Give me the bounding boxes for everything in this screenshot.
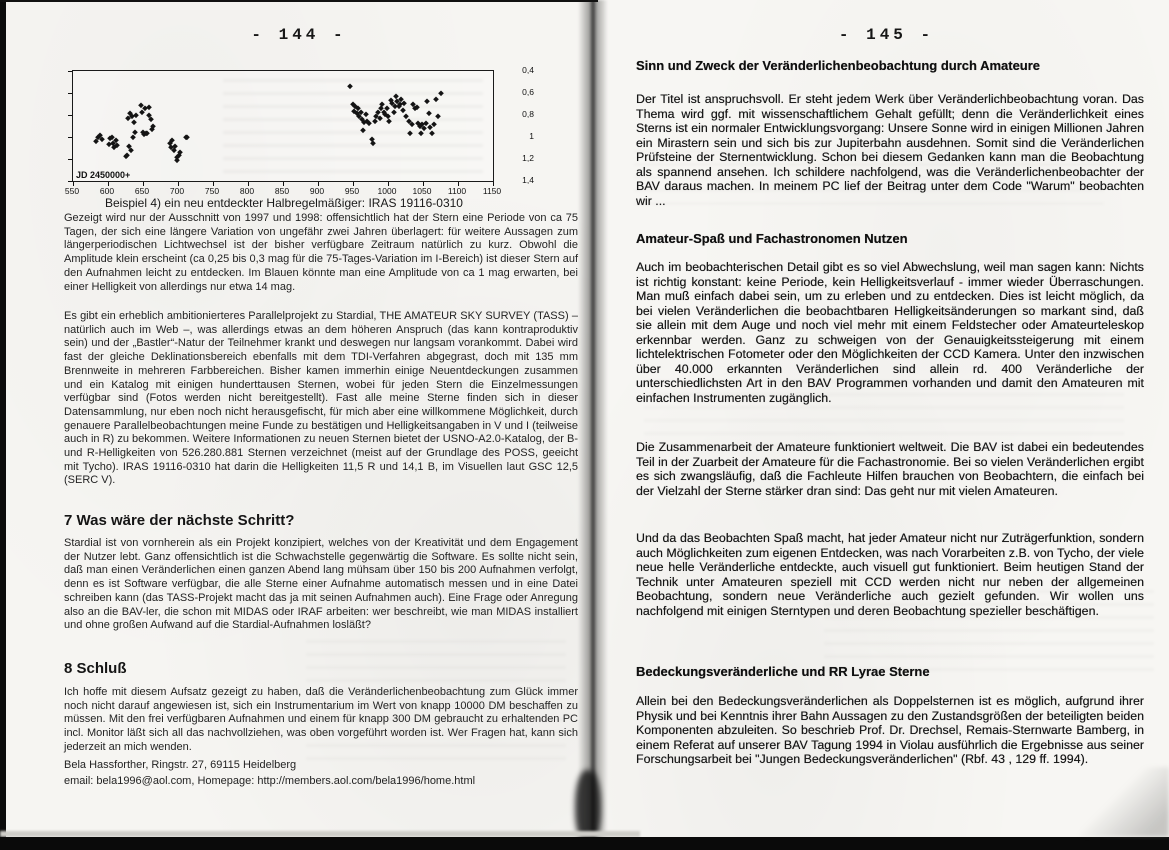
data-point [175,158,180,163]
data-point [409,121,414,126]
data-point [171,148,176,153]
data-point [170,138,175,143]
jd-axis-annotation: JD 2450000+ [76,170,131,180]
data-point [371,140,376,145]
author-address [64,757,578,789]
x-tick-label: 850 [274,186,290,196]
data-point [347,84,352,89]
x-tick-label: 700 [169,186,185,196]
data-point [423,120,428,125]
paragraph: Ich hoffe mit diesem Aufsatz gezeigt zu haben, daß die Veränderlichenbeobachtung zum Glück immer noch nicht darauf angewiesen ist, sich ein Instrumentarium im Wert von knapp 10000 DM beschaffen zu müssen. Mit den frei verfügbaren Aufnahmen und einem für knapp 300 DM gebraucht zu erhaltenden PC incl. Monitor läßt sich all das nachvollziehen, was oben vorgeführt worden ist. Wer Fragen hat, kann sich jederzeit an mich wenden. [64,686,578,753]
data-point [425,98,430,103]
data-point [145,130,150,135]
address-line: Bela Hassforther, Ringstr. 27, 69115 Heidelberg [64,759,297,771]
page-corner-shadow [1079,767,1169,837]
y-tick-label: 0,4 [522,65,534,75]
data-point [408,130,413,135]
data-point [434,96,439,101]
data-point [427,125,432,130]
data-point [372,118,377,123]
scatter-plot-area [72,70,494,182]
data-point [131,119,136,124]
section-heading-amateur-spass: Amateur-Spaß und Fachastronomen Nutzen [636,231,908,246]
data-point [377,116,382,121]
x-tick-label: 950 [344,186,360,196]
paragraph: Der Titel ist anspruchsvoll. Er steht jedem Werk über Veränderlichbeobachtung voran. Das Thema wird ggf. mit wissenschaftlichem Gehalt gefüllt; denn die Veränderlichkeit eines Sterns ist ein normaler Entwicklungsvorgang: Unsere Sonne wird in einigen Millionen Jahren ein Mirastern sein und sich bis zur Jupiterbahn ausdehnen. Somit sind die Veränderlichen Prüfsteine der Sternentwicklung. Schon bei diesem Gedanken kann man die Beobachtung als spannend ansehen. Ich schildere nachfolgend, was die Veränderlichenbeobachter der BAV daraus machen. In meinem PC lief der Beitrag unter dem Code "Warum" beobachten wir ... [636,92,1144,208]
y-tick-mark [68,93,72,94]
address-contact-line: email: bela1996@aol.com, Homepage: http://members.aol.com/bela1996/home.html [64,775,476,787]
book-gutter-shadow [578,0,608,850]
y-tick-label: 1 [529,131,534,141]
data-point [402,100,407,105]
y-tick-label: 1,4 [522,175,534,185]
x-tick-label: 550 [64,186,80,196]
data-point [133,112,138,117]
data-point [391,109,396,114]
x-tick-label: 1150 [482,186,502,196]
paragraph: Es gibt ein erheblich ambitionierteres Parallelprojekt zu Stardial, THE AMATEUR SKY SURVEY (TASS) – natürlich auch im Web –, was allerdings etwas an dem höheren Anspruch (das kann kontraproduktiv sein) und der „Bastler“-Natur der Teilnehmer krankt und deswegen nur langsam vorankommt. Dabei wird fast der gleiche Deklinationsbereich ebenfalls mit dem TDI-Verfahren abgegrast, doch mit 135 mm Brennweite in mehreren Farbbereichen. Bisher kamen immerhin einige Neuentdeckungen zusammen und ein Katalog mit einigen hunderttausen Sternen, wobei für jeden Stern die Einzelmessungen verfügbar sind (Fotos werden nicht bereitgestellt). Fast alle meine Sterne finden sich in dieser Datensammlung, nur eben noch nicht herausgefischt, für mich aber eine willkommene Möglichkeit, durch genauere Parallelbeobachtungen meine Funde zu bestätigen und Helligkeitsangaben in V und I (teilweise auch in R) zu bekommen. Weitere Informationen zu neuen Sternen bietet der USNO-A2.0-Katalog, der B- und R-Helligkeiten von 526.280.881 Sternen verzeichnet (meist auf der Grundlage des POSS, geeicht mit Tycho). IRAS 19116-0310 hat darin die Helligkeiten 11,5 R und 14,1 B, im Visuellen laut GSC 12,5 (SERC V). [64,310,578,487]
y-tick-label: 0,6 [522,87,534,97]
y-tick-label: 1,2 [522,153,534,163]
data-point [360,128,365,133]
data-point [426,110,431,115]
bleed-through-ghost [223,79,483,174]
x-tick-label: 1050 [412,186,432,196]
paragraph: Und da das Beobachten Spaß macht, hat jeder Amateur nicht nur Zuträgerfunktion, sondern auch Möglichkeiten zum eigenen Entdecken, was nach Vorarbeiten z.B. von Tycho, der viele neue helle Veränderliche entdeckte, auch visuell gut funktioniert. Beim heutigen Stand der Technik unter Amateuren speziell mit CCD werden nicht nur neben der allgemeinen Beobachtung, sondern neue Veränderliche auch gezielt gefunden. Wir wollen uns nachfolgend mit einigen Sterntypen und deren Beobachtung spezieller beschäftigen. [636,531,1144,618]
data-point [129,148,134,153]
x-tick-label: 600 [99,186,115,196]
section-heading-8: 8 Schluß [64,660,127,677]
data-point [430,130,435,135]
section-heading-bedeckung: Bedeckungsveränderliche und RR Lyrae Sterne [636,664,930,679]
page-number-left: - 144 - [251,26,347,44]
y-tick-mark [68,137,72,138]
light-curve-chart [34,58,534,218]
y-tick-mark [68,71,72,72]
data-point [124,152,129,157]
data-point [131,134,136,139]
data-point [133,129,138,134]
section-heading-7: 7 Was wäre der nächste Schritt? [64,512,295,529]
data-point [439,90,444,95]
scan-edge-top [0,0,598,2]
paragraph: Die Zusammenarbeit der Amateure funktioniert weltweit. Die BAV ist dabei ein bedeutendes Teil in der Zuarbeit der Amateure für die Fachastronomie. Bei so vielen Veränderlichen ergibt es sich zwangsläufig, daß die Fachleute Hilfen brauchen von Beobachtern, die einfach bei der Vielzahl der Sterne stärker dran sind: Das geht nur mit vielen Amateuren. [636,440,1144,498]
data-point [148,117,153,122]
data-point [400,107,405,112]
y-tick-mark [68,159,72,160]
paragraph: Allein bei den Bedeckungsveränderlichen als Doppelsternen ist es möglich, aufgrund ihrer Physik und bei Kenntnis ihrer Bahn Aussagen zu den Zustandsgrößen der beteiligten beiden Komponenten abzuleiten. So beschrieb Prof. Dr. Drechsel, Remais-Sternwarte Bamberg, in einem Referat auf unserer BAV Tagung 1994 in Violau ausführlich die Ergebnisse aus seiner Forschungsarbeit bei "Jungen Bedeckungsveränderlichen" (Rbf. 43 , 129 ff. 1994). [636,694,1144,766]
data-point [173,143,178,148]
data-point [418,130,423,135]
page-145 [604,0,1169,850]
data-point [115,142,120,147]
paragraph: Gezeigt wird nur der Ausschnitt von 1997 und 1998: offensichtlich hat der Stern eine Periode von ca 75 Tagen, der sich eine längere Variation von ungefähr zwei Jahren überlagert: für weitere Aussagen zum längerperiodischen Lichtwechsel ist der bisher verfügbare Zeitraum natürlich zu kurz. Obwohl die Amplitude klein erscheint (ca 0,25 bis 0,3 mag für die 75-Tages-Variation im I-Bereich) ist dieser Stern auf den Aufnahmen leicht zu entdecken. Im Blauen könnte man eine Amplitude von ca 1 mag erwarten, bei einer Helligkeit von allerdings nur etwa 14 mag. [64,212,578,293]
x-tick-label: 1100 [447,186,467,196]
y-tick-mark [68,181,72,182]
page-144 [6,0,592,850]
scan-edge-bottom [0,837,1169,850]
x-tick-label: 750 [204,186,220,196]
article-title: Sinn und Zweck der Veränderlichenbeobachtung durch Amateure [636,58,1041,73]
data-point [146,105,151,110]
x-tick-label: 1000 [377,186,397,196]
data-point [367,120,372,125]
page-number-right: - 145 - [838,26,935,44]
paragraph: Auch im beobachterischen Detail gibt es so viel Abwechslung, weil man sagen kann: Nichts ist richtig konstant: keine Periode, kein Helligkeitsverlauf - immer wieder Überraschungen. Man muß einfach dabei sein, um zu erleben und zu entdecken. Dies ist leicht möglich, da bei vielen Veränderlichen die beobachtbaren Helligkeitsänderungen so markant sind, daß sie allein mit dem Auge und noch viel mehr mit einem Feldstecher oder Amateurteleskop erkennbar werden. Ganz zu schweigen von der Genauigkeitssteigerung mit einem lichtelektrischen Fotometer oder den Möglichkeiten der CCD Kamera. Unter den inzwischen über 40.000 erkannten Veränderlichen sind allein rd. 400 Veränderliche der unterschiedlichsten Art in den BAV Programmen vorhanden und damit den Amateuren mit einfachen Instrumenten zugänglich. [636,260,1144,405]
data-point [363,111,368,116]
data-point [421,126,426,131]
data-point [100,137,105,142]
y-tick-mark [68,115,72,116]
chart-caption: Beispiel 4) ein neu entdeckter Halbregelmäßiger: IRAS 19116-0310 [105,196,463,210]
x-tick-label: 800 [239,186,255,196]
scan-edge-left [0,0,6,850]
x-tick-label: 650 [134,186,150,196]
data-point [387,118,392,123]
data-point [380,101,385,106]
data-point [185,134,190,139]
y-tick-label: 0,8 [522,109,534,119]
x-tick-label: 900 [309,186,325,196]
data-point [436,114,441,119]
paragraph: Stardial ist von vornherein als ein Projekt konzipiert, welches von der Kreativität und dem Engagement der Nutzer lebt. Ganz offensichtlich ist die Schwachstelle gegenwärtig die Software. Es sollte nicht sein, daß man einen Veränderlichen einen ganzen Abend lang mühsam über 150 bis 200 Aufnahmen verfolgt, denn es ist Software verfügbar, die alle Sterne einer Aufnahme automatisch messen und in eine Datei schreiben kann (das TASS-Projekt macht das ja mit seinen Aufnahmen auch). Eine Frage oder Anregung also an die BAV-ler, die schon mit MIDAS oder IRAF arbeiten: wer beschreibt, wie man MIDAS installiert und ohne großen Aufwand auf die Stardial-Aufnahmen losläßt? [64,537,578,632]
